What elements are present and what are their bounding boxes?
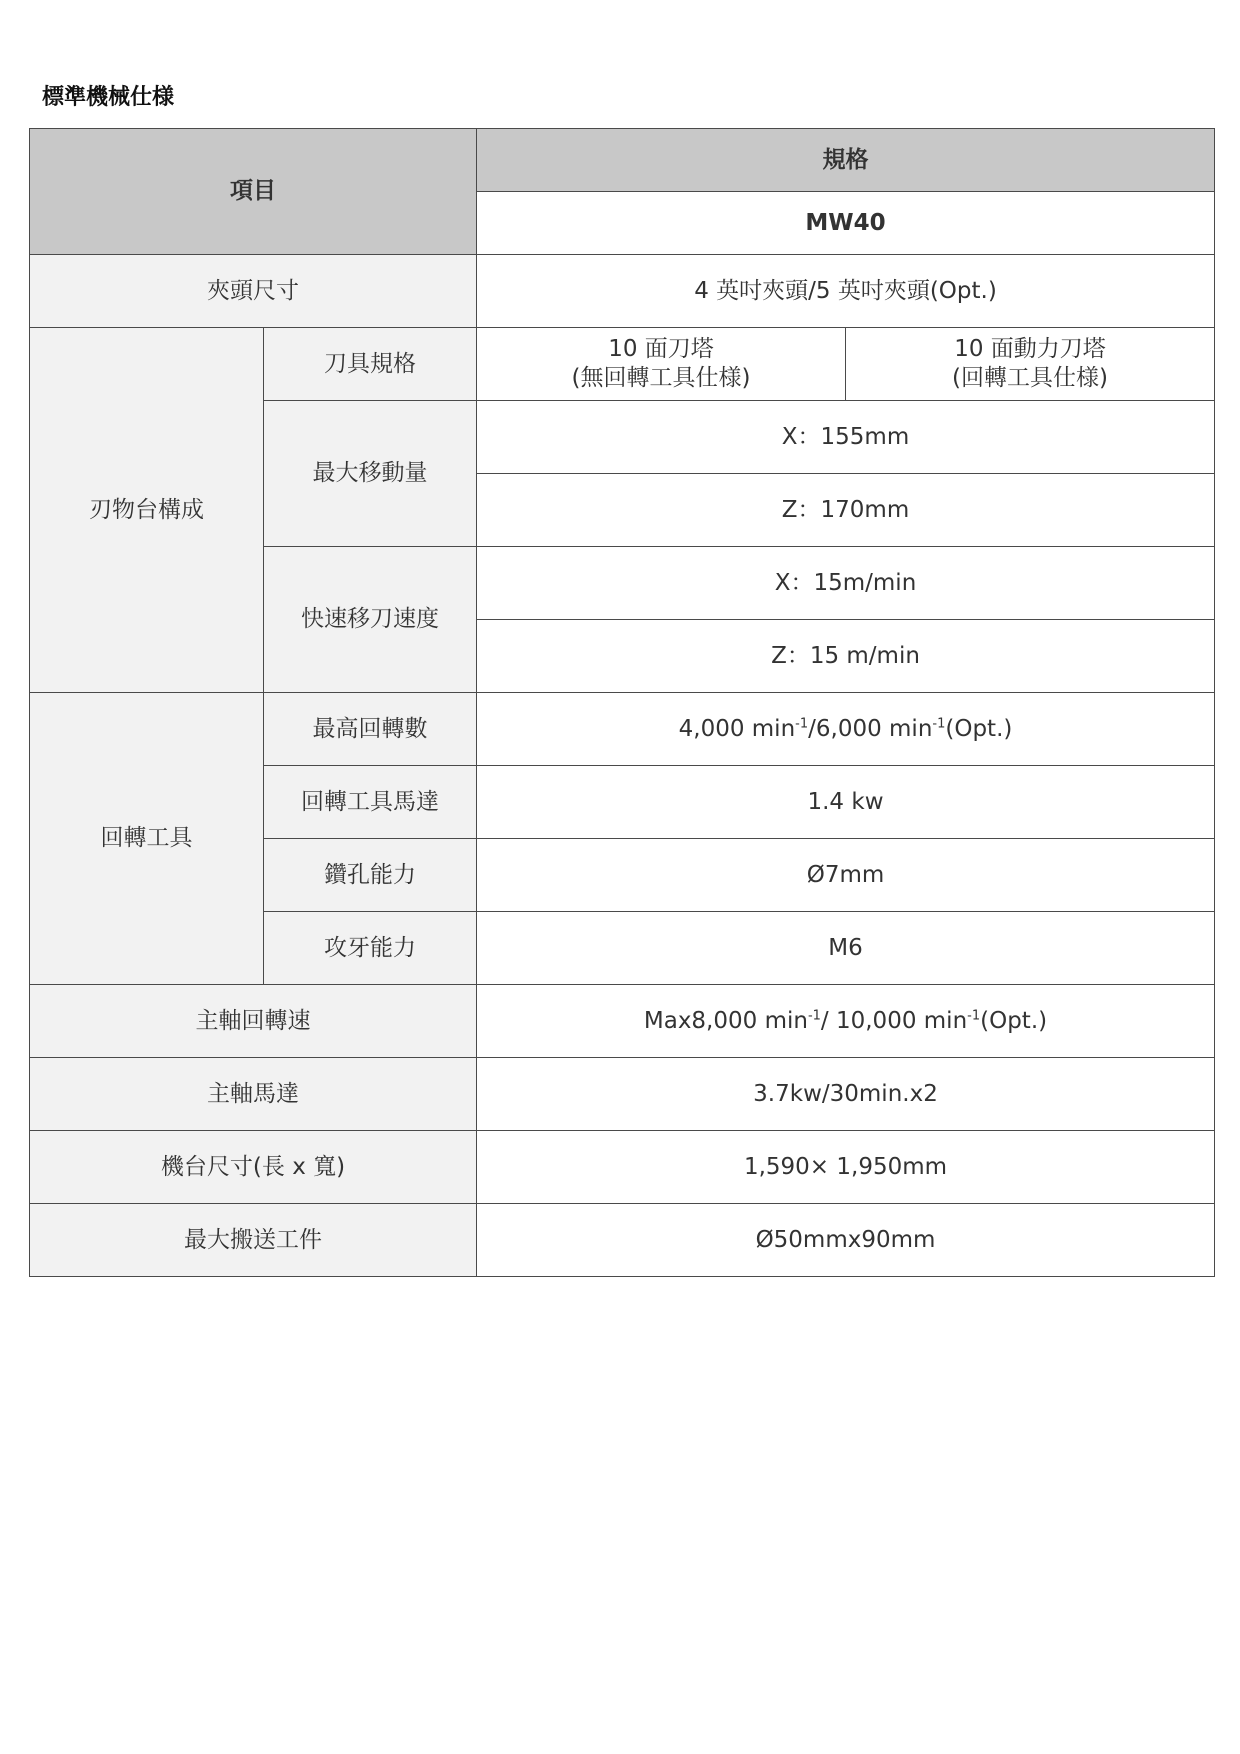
page-title: 標準機械仕様 [42,85,175,110]
table-row [30,255,1215,328]
spindle-speed-a-exp: -1 [807,1007,821,1023]
max-workpiece-label: 最大搬送工件 [30,1204,477,1277]
tap-label: 攻牙能力 [264,912,477,985]
rotary-speed-a: 4,000 min [678,715,796,742]
table-row [30,693,1215,766]
chuck-value: 4 英吋夾頭/5 英吋夾頭(Opt.) [477,255,1215,328]
tool-spec-a-line1: 10 面刀塔 [608,336,714,363]
rotary-motor-label: 回轉工具馬達 [264,766,477,839]
rotary-max-speed-value [477,693,1215,766]
spindle-speed-value [477,985,1215,1058]
table-row [30,985,1215,1058]
rotary-group-label: 回轉工具 [30,693,264,985]
machine-size-value: 1,590× 1,950mm [477,1131,1215,1204]
turret-group-label: 刃物台構成 [30,328,264,693]
rotary-max-speed-label: 最高回轉數 [264,693,477,766]
rapid-label: 快速移刀速度 [264,547,477,693]
rotary-speed-b: /6,000 min [808,715,933,742]
rotary-speed-c: (Opt.) [945,715,1013,742]
spindle-speed-a: Max8,000 min [643,1007,808,1034]
rotary-speed-b-exp: -1 [932,715,946,731]
rotary-motor-value: 1.4 kw [477,766,1215,839]
header-item: 項目 [30,129,477,255]
tool-spec-b-line2: (回轉工具仕様) [952,365,1108,391]
drill-value: Ø7mm [477,839,1215,912]
max-workpiece-value: Ø50mmx90mm [477,1204,1215,1277]
spindle-motor-value: 3.7kw/30min.x2 [477,1058,1215,1131]
header-row [30,129,1215,192]
tool-spec-a-line2: (無回轉工具仕様) [571,365,751,391]
tool-spec-b-line1: 10 面動力刀塔 [954,336,1106,363]
table-row [30,1131,1215,1204]
header-model: MW40 [477,192,1215,255]
rotary-speed-a-exp: -1 [795,715,809,731]
spindle-motor-label: 主軸馬達 [30,1058,477,1131]
spindle-speed-label: 主軸回轉速 [30,985,477,1058]
spindle-speed-b-exp: -1 [967,1007,981,1023]
tool-spec-b [846,328,1215,401]
tool-spec-label: 刀具規格 [264,328,477,401]
spindle-speed-b: / 10,000 min [820,1007,968,1034]
drill-label: 鑽孔能力 [264,839,477,912]
travel-z: Z：170mm [477,474,1215,547]
spec-table [29,128,1215,1277]
tap-value: M6 [477,912,1215,985]
table-row [30,1204,1215,1277]
rapid-x: X：15m/min [477,547,1215,620]
tool-spec-a [477,328,846,401]
machine-size-label: 機台尺寸(長 x 寬) [30,1131,477,1204]
spindle-speed-c: (Opt.) [980,1007,1048,1034]
rapid-z: Z：15 m/min [477,620,1215,693]
travel-x: X：155mm [477,401,1215,474]
header-spec: 規格 [477,129,1215,192]
table-row [30,1058,1215,1131]
chuck-label: 夾頭尺寸 [30,255,477,328]
table-row [30,328,1215,401]
travel-label: 最大移動量 [264,401,477,547]
